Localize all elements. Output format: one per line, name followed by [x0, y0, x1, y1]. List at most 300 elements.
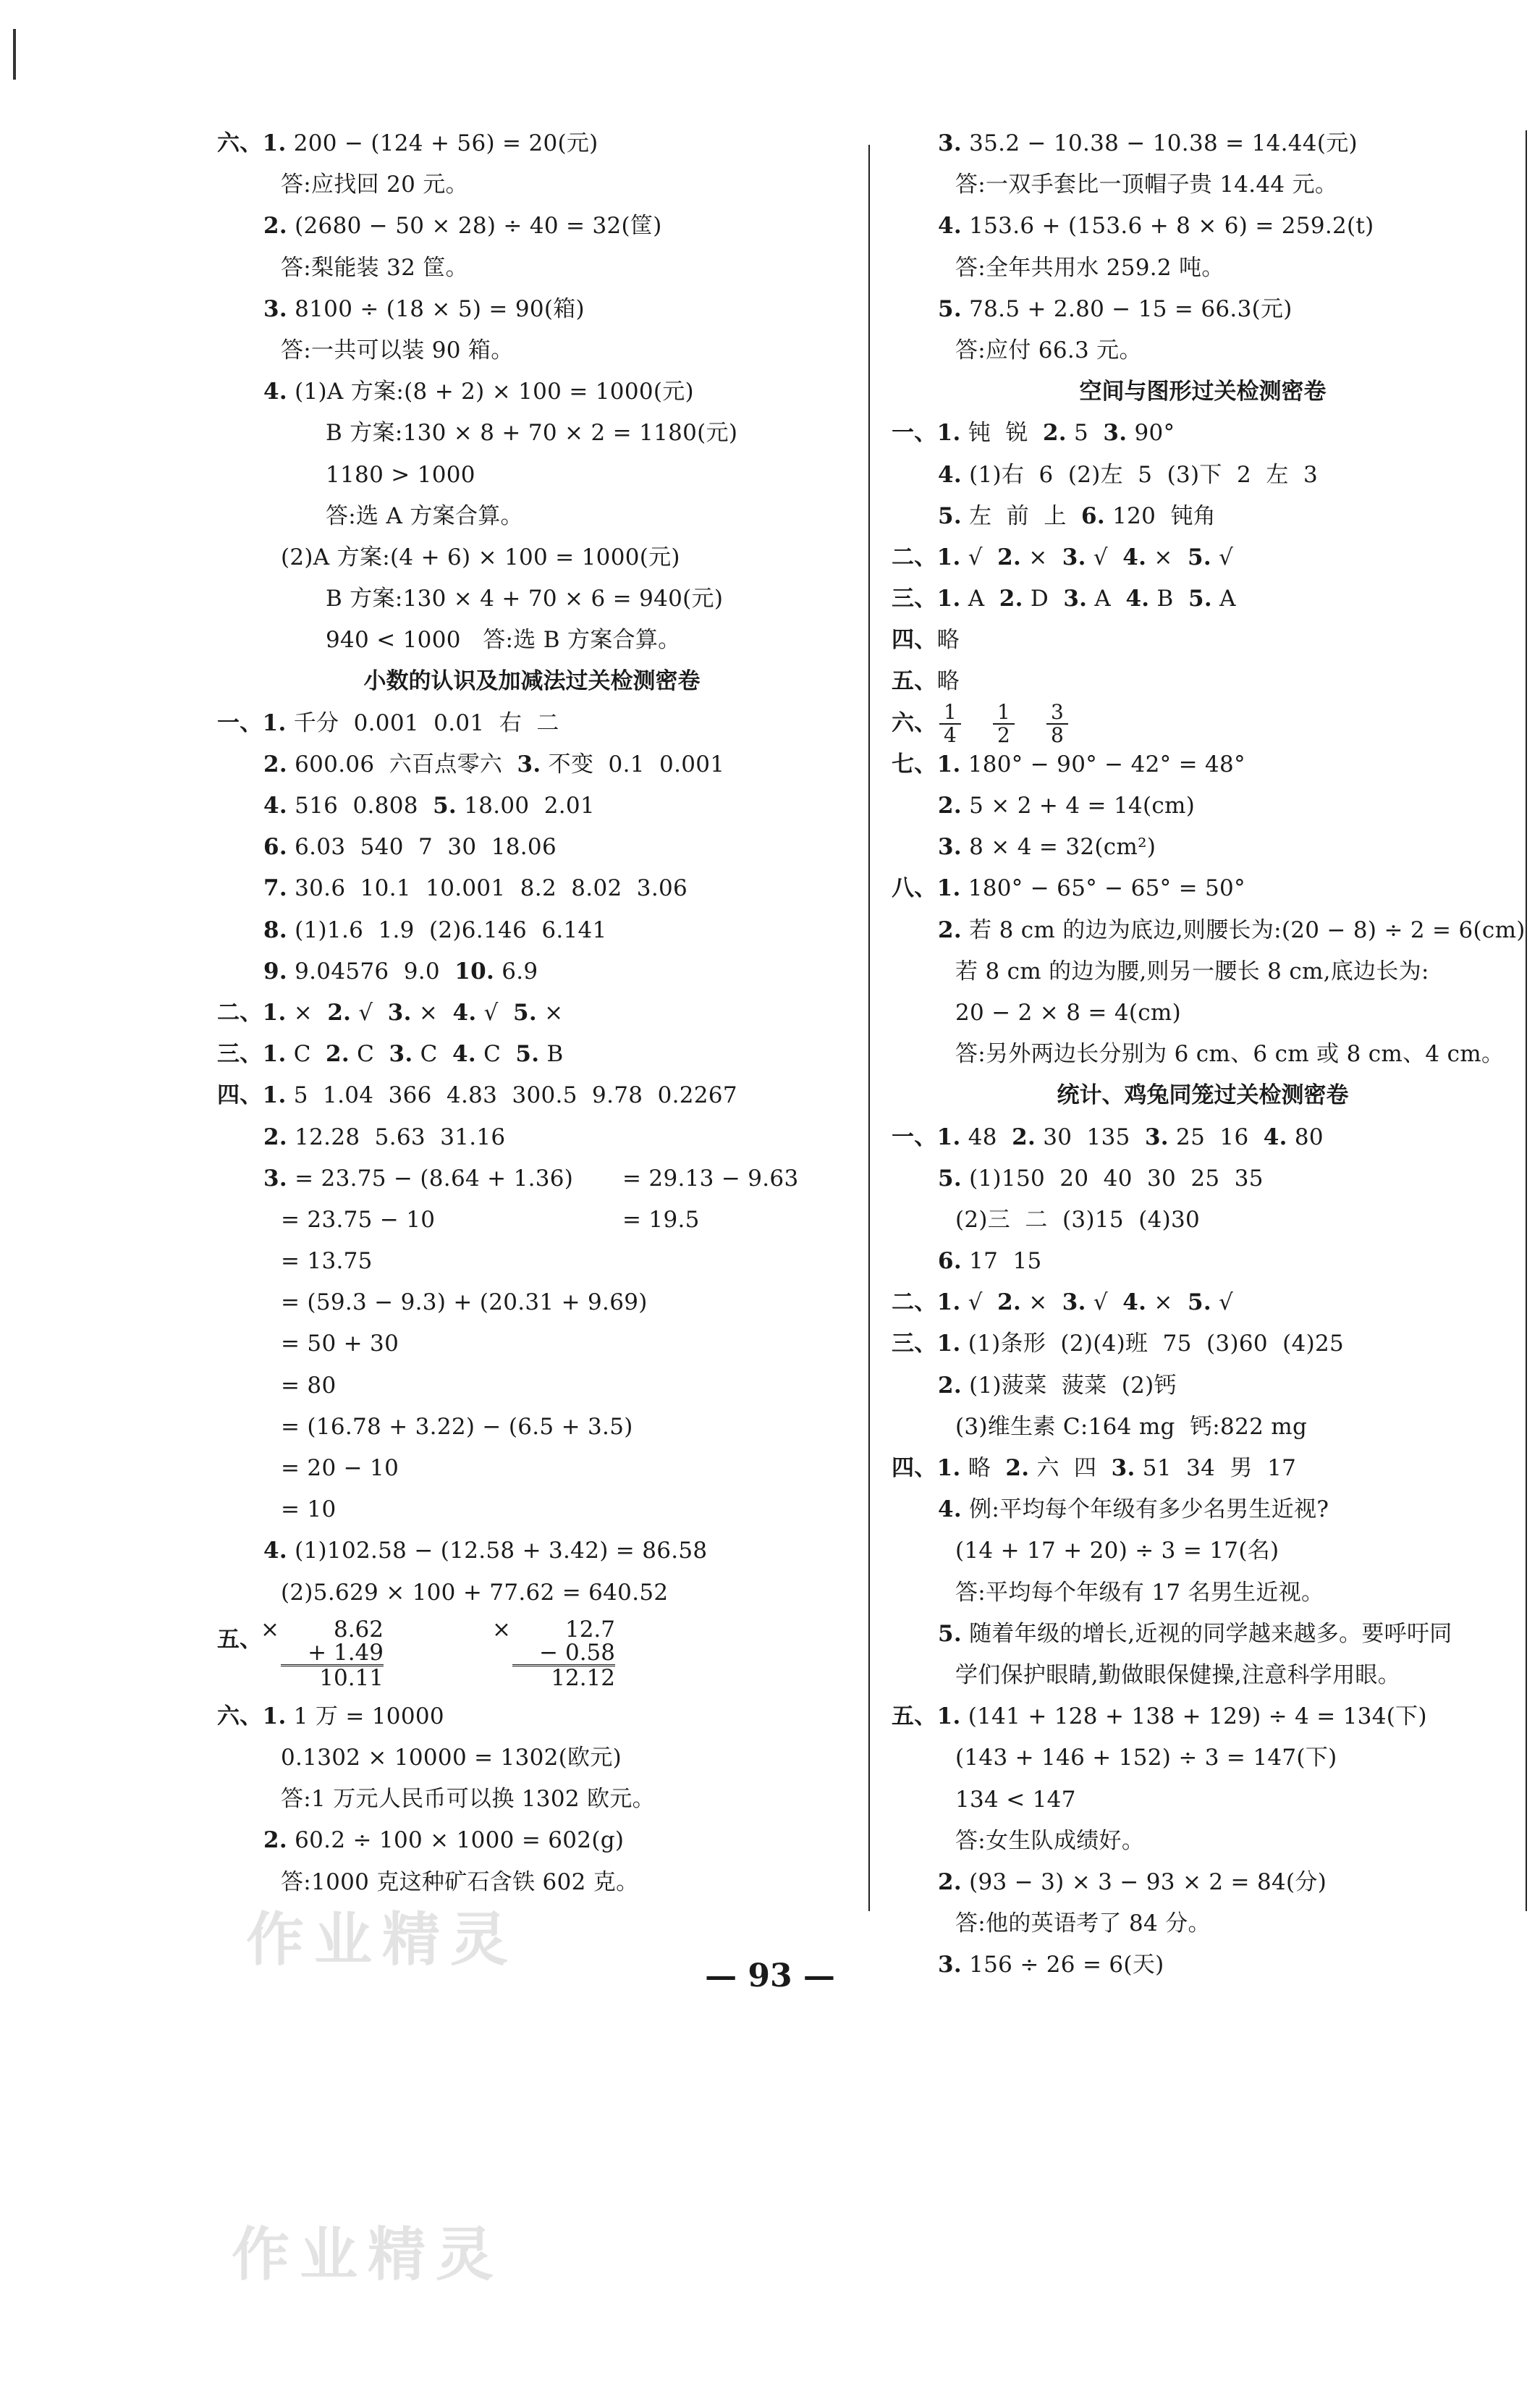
answer-text: D: [1023, 586, 1064, 612]
item-number: 2.: [1005, 1455, 1030, 1481]
item-number: 一、1.: [217, 709, 287, 736]
answer-text: 答:女生队成绩好。: [955, 1827, 1145, 1854]
left-answer-line: [217, 1075, 847, 1116]
left-answer-line: [217, 1489, 847, 1530]
item-number: 2.: [326, 1041, 350, 1068]
right-answer-line: [892, 413, 1514, 454]
item-number: 4.: [263, 1538, 287, 1564]
item-number: 7.: [263, 875, 287, 902]
right-answer-line: [892, 1614, 1514, 1655]
answer-text: 若 8 cm 的边为底边,则腰长为:(20 − 8) ÷ 2 = 6(cm): [961, 916, 1526, 943]
right-answer-line: [892, 206, 1514, 247]
right-answer-line: [892, 330, 1514, 371]
item-number: 3.: [938, 834, 962, 861]
left-answer-line: [217, 1530, 847, 1572]
fraction-denominator: 4: [943, 722, 957, 747]
answer-text: 60.2 ÷ 100 × 1000 = 602(g): [287, 1827, 625, 1854]
answer-text: A: [960, 586, 999, 612]
left-answer-line: [217, 496, 847, 537]
item-number: 4.: [1125, 586, 1150, 612]
answer-text: C: [350, 1041, 389, 1068]
item-number: 4.: [1263, 1124, 1287, 1150]
answer-text: = 23.75 − (8.64 + 1.36): [287, 1165, 574, 1192]
answer-text: (1)102.58 − (12.58 + 3.42) = 86.58: [287, 1538, 708, 1564]
item-number: 4.: [263, 793, 287, 819]
item-number: 4.: [452, 1041, 476, 1068]
right-answer-line: [892, 289, 1514, 330]
answer-text: 17 15: [961, 1248, 1042, 1275]
item-number: 2.: [997, 544, 1022, 570]
answer-text: 200 − (124 + 56) = 20(元): [286, 130, 598, 156]
item-number: 3.: [389, 1041, 413, 1068]
answer-text: 8100 ÷ (18 × 5) = 90(箱): [287, 295, 585, 322]
answer-text: 答:1 万元人民币可以换 1302 欧元。: [281, 1786, 655, 1813]
answer-text: 30.6 10.1 10.001 8.2 8.02 3.06: [287, 875, 688, 902]
item-number: 4.: [938, 213, 962, 240]
item-number: 3.: [1062, 1289, 1086, 1316]
item-number: 二、1.: [217, 999, 287, 1026]
left-answer-line: [217, 827, 847, 868]
answer-text: 答:1000 克这种矿石含铁 602 克。: [281, 1868, 639, 1895]
answer-text: = 50 + 30: [281, 1331, 399, 1357]
fraction: [1046, 701, 1068, 746]
item-number: 3.: [1062, 544, 1086, 570]
answer-text: (1)菠菜 菠菜 (2)钙: [961, 1372, 1177, 1399]
item-number: 5.: [938, 295, 962, 322]
left-answer-line: [217, 951, 847, 992]
item-number: 8.: [263, 916, 287, 943]
item-number: 5.: [1188, 1289, 1211, 1316]
item-number: 2.: [327, 999, 352, 1026]
right-answer-line: [892, 1282, 1514, 1323]
right-border-line: [1526, 130, 1527, 1911]
item-number: 3.: [938, 130, 962, 156]
left-answer-line: [217, 1200, 847, 1241]
right-answer-line: [892, 1158, 1514, 1200]
calc-result: 10.11: [281, 1664, 384, 1690]
item-number: 5.: [515, 1041, 540, 1068]
answer-text: 略: [936, 668, 960, 695]
item-number: 六、1.: [217, 1703, 287, 1729]
right-answer-line: [892, 1034, 1514, 1075]
item-number: 3.: [387, 999, 412, 1026]
item-number: 3.: [263, 295, 287, 322]
answer-text: (143 + 146 + 152) ÷ 3 = 147(下): [955, 1745, 1337, 1771]
item-number: 6.: [1080, 502, 1105, 529]
item-number: 二、1.: [892, 544, 961, 570]
answer-text: 答:梨能装 32 筐。: [281, 254, 468, 281]
answer-text: 5: [1066, 420, 1104, 447]
answer-text: 30 135: [1036, 1124, 1145, 1150]
answer-text: (2)5.629 × 100 + 77.62 = 640.52: [281, 1579, 669, 1606]
answer-text: = (16.78 + 3.22) − (6.5 + 3.5): [281, 1413, 633, 1440]
left-answer-line: [217, 537, 847, 578]
item-number: 3.: [1111, 1455, 1135, 1481]
answer-text: A: [1087, 586, 1126, 612]
answer-text: 答:一共可以装 90 箱。: [281, 337, 514, 363]
item-number: 2.: [999, 586, 1023, 612]
answer-text: 180° − 65° − 65° = 50°: [960, 875, 1245, 902]
left-answer-line: [217, 1820, 847, 1861]
item-number: 3.: [517, 751, 541, 777]
answer-text: ×: [1146, 544, 1188, 570]
answer-text: 156 ÷ 26 = 6(天): [961, 1952, 1164, 1978]
answer-text: (1)1.6 1.9 (2)6.146 6.141: [287, 916, 607, 943]
right-answer-line: [892, 992, 1514, 1034]
item-number: 2.: [997, 1289, 1022, 1316]
item-number: 2.: [938, 1868, 962, 1895]
page-edge-mark: [13, 29, 16, 80]
right-answer-line: [892, 785, 1514, 827]
answer-text: 答:平均每个年级有 17 名男生近视。: [955, 1579, 1324, 1606]
page-number: — 93 —: [705, 1957, 835, 1994]
item-number: 四、1.: [217, 1082, 287, 1109]
answer-text: A: [1211, 586, 1236, 612]
calc-operand: + 1.49: [308, 1639, 384, 1666]
item-label: 五、: [217, 1626, 262, 1653]
fraction: [993, 701, 1015, 746]
answer-text: 6.9: [494, 958, 538, 985]
left-answer-line: [217, 330, 847, 371]
item-number: 6.: [938, 1248, 962, 1275]
answer-text: = 20 − 10: [281, 1455, 399, 1481]
right-answer-line: [892, 1241, 1514, 1282]
answer-text: 1180 > 1000: [326, 461, 475, 488]
answer-text: 答:一双手套比一顶帽子贵 14.44 元。: [955, 172, 1338, 198]
right-answer-line: [892, 1448, 1514, 1489]
answer-text: 答:应找回 20 元。: [281, 172, 468, 198]
answer-text: (14 + 17 + 20) ÷ 3 = 17(名): [955, 1538, 1279, 1564]
item-number: 5.: [938, 502, 962, 529]
answer-text: = 13.75: [281, 1248, 373, 1275]
answer-text: 答:选 A 方案合算。: [326, 502, 523, 529]
item-number: 3.: [1144, 1124, 1169, 1150]
calc-result: 12.12: [512, 1664, 615, 1690]
answer-text: 78.5 + 2.80 − 15 = 66.3(元): [961, 295, 1292, 322]
answer-text: (141 + 128 + 138 + 129) ÷ 4 = 134(下): [960, 1703, 1427, 1730]
answer-text: 134 < 147: [955, 1786, 1076, 1813]
item-number: 2.: [938, 1372, 962, 1399]
calc-operand: 12.7: [564, 1616, 615, 1643]
right-answer-line: [892, 1737, 1514, 1779]
item-number: 五、1.: [892, 1703, 961, 1730]
answer-text: = 23.75 − 10: [281, 1206, 436, 1233]
item-number: 五、: [892, 668, 937, 695]
answer-text: 516 0.808: [287, 793, 433, 819]
answer-text: 8 × 4 = 32(cm²): [961, 834, 1156, 861]
right-answer-line: [892, 1655, 1514, 1696]
answer-text: 略: [936, 627, 960, 654]
fraction-denominator: 2: [997, 722, 1011, 747]
answer-text: ×: [1146, 1289, 1188, 1316]
answer-text: √: [960, 544, 998, 570]
wrong-mark: ×: [492, 1616, 511, 1643]
left-answer-line: [217, 248, 847, 289]
left-answer-line: [217, 164, 847, 206]
left-answer-line: [217, 206, 847, 247]
answer-text: 1 万 = 10000: [286, 1703, 444, 1729]
left-answer-line: [217, 1117, 847, 1158]
item-number: 3.: [1063, 586, 1088, 612]
left-answer-line: [217, 868, 847, 909]
right-answer-line: [892, 1862, 1514, 1903]
answer-text: √: [1211, 544, 1234, 570]
answer-text: 不变 0.1 0.001: [541, 751, 725, 777]
item-number: 二、1.: [892, 1289, 961, 1316]
answer-text: 学们保护眼睛,勤做眼保健操,注意科学用眼。: [955, 1661, 1401, 1688]
answer-text: 153.6 + (153.6 + 8 × 6) = 259.2(t): [961, 213, 1374, 240]
answer-text: 25 16: [1168, 1124, 1264, 1150]
answer-text: B 方案:130 × 8 + 70 × 2 = 1180(元): [326, 420, 738, 447]
right-answer-line: [892, 1779, 1514, 1821]
answer-text: 120 钝角: [1104, 502, 1217, 529]
right-answer-line: [892, 1944, 1514, 1986]
answer-text: 12.28 5.63 31.16: [287, 1124, 506, 1150]
right-column: [892, 123, 1526, 1986]
answer-text: (1)右 6 (2)左 5 (3)下 2 左 3: [961, 461, 1319, 488]
item-number: 4.: [452, 999, 477, 1026]
answer-text: = 80: [281, 1372, 337, 1399]
answer-text: 48: [960, 1124, 1012, 1150]
answer-text: 略: [960, 1455, 1006, 1481]
answer-text: (2)三 二 (3)15 (4)30: [955, 1206, 1201, 1233]
item-number: 3.: [1103, 420, 1128, 447]
item-number: 八、1.: [892, 875, 961, 902]
answer-text: (2680 − 50 × 28) ÷ 40 = 32(筐): [287, 213, 662, 240]
item-number: 2.: [938, 916, 962, 943]
item-number: 六、1.: [217, 130, 287, 156]
answer-text: 若 8 cm 的边为腰,则另一腰长 8 cm,底边长为:: [955, 958, 1429, 985]
item-number: 2.: [263, 751, 287, 777]
answer-text: 例:平均每个年级有多少名男生近视?: [961, 1496, 1329, 1523]
item-number: 一、1.: [892, 1124, 961, 1150]
answer-text: ×: [411, 999, 453, 1026]
answer-text: √: [476, 999, 513, 1026]
answer-text: 20 − 2 × 8 = 4(cm): [955, 999, 1182, 1026]
answer-text: 千分 0.001 0.01 右 二: [286, 709, 559, 736]
answer-text: (2)A 方案:(4 + 6) × 100 = 1000(元): [281, 544, 680, 570]
answer-text: C: [475, 1041, 516, 1068]
section-heading: 小数的认识及加减法过关检测密卷: [363, 668, 701, 695]
answer-text: B 方案:130 × 4 + 70 × 6 = 940(元): [326, 586, 724, 612]
right-answer-line: [892, 699, 1514, 747]
answer-text: 六 四: [1029, 1455, 1112, 1481]
right-answer-line: [892, 868, 1514, 909]
right-answer-line: [892, 123, 1514, 164]
column-divider: [868, 145, 870, 1911]
answer-text: B: [1149, 586, 1188, 612]
item-number: 三、1.: [892, 1331, 961, 1357]
item-number: 4.: [938, 461, 962, 488]
left-answer-line: [217, 1448, 847, 1489]
right-answer-line: [892, 248, 1514, 289]
right-answer-line: [892, 537, 1514, 578]
item-number: 一、1.: [892, 420, 961, 447]
right-answer-line: [892, 661, 1514, 702]
answer-text: ×: [286, 999, 328, 1026]
answer-text: 940 < 1000 答:选 B 方案合算。: [326, 627, 681, 654]
section-heading: 空间与图形过关检测密卷: [1079, 379, 1327, 405]
fraction-denominator: 8: [1050, 722, 1065, 747]
answer-text: = (59.3 − 9.3) + (20.31 + 9.69): [281, 1289, 648, 1316]
item-number: 3.: [263, 1165, 287, 1192]
fraction: [939, 701, 961, 746]
answer-text: 5 1.04 366 4.83 300.5 9.78 0.2267: [286, 1082, 737, 1109]
left-answer-line: [217, 413, 847, 454]
answer-text: 随着年级的增长,近视的同学越来越多。要呼吁同: [961, 1620, 1452, 1647]
answer-text: 6.03 540 7 30 18.06: [287, 834, 557, 861]
section-heading: 统计、鸡兔同笼过关检测密卷: [1057, 1082, 1349, 1109]
answer-text: 左 前 上: [961, 502, 1081, 529]
item-number: 5.: [1188, 544, 1211, 570]
fraction-numerator: 3: [1046, 701, 1068, 725]
left-answer-line: [217, 1323, 847, 1365]
answer-text: ×: [1021, 1289, 1062, 1316]
answer-text: (1)条形 (2)(4)班 75 (3)60 (4)25: [960, 1331, 1345, 1357]
left-answer-line: [217, 992, 847, 1034]
right-answer-line: [892, 1821, 1514, 1862]
answer-text: (3)维生素 C:164 mg 钙:822 mg: [955, 1413, 1308, 1440]
left-column: [217, 123, 847, 1903]
left-answer-line: [217, 1407, 847, 1448]
answer-text: ×: [1021, 544, 1062, 570]
item-number: 5.: [938, 1165, 962, 1192]
answer-text: 51 34 男 17: [1135, 1455, 1297, 1481]
left-answer-line: [217, 1572, 847, 1614]
right-answer-line: [892, 1903, 1514, 1944]
item-number: 9.: [263, 958, 287, 985]
item-number: 5.: [1188, 586, 1212, 612]
answer-text: 180° − 90° − 42° = 48°: [960, 751, 1245, 777]
answer-text: (93 − 3) × 3 − 93 × 2 = 84(分): [961, 1868, 1327, 1895]
left-answer-line: [217, 578, 847, 620]
left-answer-line: [217, 1779, 847, 1820]
right-answer-line: [892, 1117, 1514, 1158]
item-number: 四、: [892, 627, 937, 654]
right-answer-line: [892, 1323, 1514, 1365]
left-answer-line: [217, 1365, 847, 1407]
item-number: 6.: [263, 834, 287, 861]
right-answer-line: [892, 164, 1514, 206]
answer-text: 钝 锐: [960, 420, 1043, 447]
calc-operand: 8.62: [333, 1616, 384, 1643]
answer-text: 80: [1287, 1124, 1324, 1150]
item-number: 2.: [263, 1124, 287, 1150]
answer-text: √: [1211, 1289, 1234, 1316]
answer-text-second-column: = 19.5: [622, 1206, 700, 1233]
item-number: 三、1.: [892, 586, 961, 612]
left-answer-line: [217, 1737, 847, 1779]
item-number: 2.: [1012, 1124, 1036, 1150]
item-number: 5.: [433, 793, 457, 819]
column-calc: [507, 1618, 615, 1690]
left-answer-line: [217, 371, 847, 413]
calc-operand: − 0.58: [539, 1639, 615, 1666]
answer-text: √: [351, 999, 388, 1026]
right-answer-line: [892, 827, 1514, 868]
left-answer-line: [217, 289, 847, 330]
answer-text: B: [539, 1041, 564, 1068]
answer-text: 答:应付 66.3 元。: [955, 337, 1142, 363]
item-number: 2.: [938, 793, 962, 819]
right-answer-line: [892, 1407, 1514, 1448]
left-answer-line: [217, 910, 847, 951]
answer-text: 0.1302 × 10000 = 1302(欧元): [281, 1744, 622, 1771]
answer-text: = 10: [281, 1496, 337, 1523]
item-number: 四、1.: [892, 1455, 961, 1481]
answer-text: (1)150 20 40 30 25 35: [961, 1165, 1264, 1192]
answer-text: C: [286, 1041, 326, 1068]
vertical-calculation: [217, 1614, 847, 1696]
item-number: 3.: [938, 1952, 962, 1978]
left-answer-line: [217, 123, 847, 164]
item-number: 5.: [513, 999, 537, 1026]
answer-text: 答:他的英语考了 84 分。: [955, 1910, 1211, 1937]
left-answer-line: [217, 1034, 847, 1075]
right-answer-line: [892, 1200, 1514, 1241]
watermark: 作业精灵: [232, 2221, 504, 2288]
item-number: 4.: [938, 1496, 962, 1523]
answer-text: 90°: [1127, 420, 1175, 447]
right-answer-line: [892, 1365, 1514, 1407]
item-number: 4.: [1122, 544, 1147, 570]
item-number: 2.: [1042, 420, 1067, 447]
item-number: 三、1.: [217, 1041, 287, 1068]
wrong-mark: ×: [261, 1616, 279, 1643]
right-answer-line: [892, 1696, 1514, 1737]
right-answer-line: [892, 910, 1526, 951]
answer-text: √: [960, 1289, 998, 1316]
answer-text: 600.06 六百点零六: [287, 751, 517, 777]
watermark: 作业精灵: [246, 1906, 518, 1973]
item-number: 4.: [263, 379, 287, 405]
column-calc: [275, 1618, 384, 1690]
right-answer-line: [892, 496, 1514, 537]
right-answer-line: [892, 1572, 1514, 1614]
answer-text: ×: [536, 999, 564, 1026]
item-number: 2.: [263, 213, 287, 240]
answer-text: C: [412, 1041, 452, 1068]
fraction-numerator: 1: [993, 701, 1015, 725]
answer-text: √: [1086, 1289, 1123, 1316]
item-number: 10.: [454, 958, 495, 985]
left-answer-line: [217, 620, 847, 661]
left-answer-line: [217, 744, 847, 785]
left-answer-line: [217, 785, 847, 827]
item-number: 5.: [938, 1620, 962, 1647]
answer-text: √: [1086, 544, 1123, 570]
left-answer-line: [217, 1696, 847, 1737]
answer-text: 5 × 2 + 4 = 14(cm): [961, 793, 1196, 819]
right-answer-line: [892, 1530, 1514, 1572]
left-answer-line: [217, 455, 847, 496]
answer-text: 答:全年共用水 259.2 吨。: [955, 254, 1224, 281]
answer-text: 35.2 − 10.38 − 10.38 = 14.44(元): [961, 130, 1358, 156]
left-answer-line: [217, 1241, 847, 1282]
item-number: 4.: [1122, 1289, 1147, 1316]
right-answer-line: [892, 1489, 1514, 1530]
right-answer-line: [892, 744, 1514, 785]
item-number: 2.: [263, 1827, 287, 1854]
fraction-numerator: 1: [939, 701, 961, 725]
right-answer-line: [892, 578, 1514, 620]
answer-text: (1)A 方案:(8 + 2) × 100 = 1000(元): [287, 379, 694, 405]
item-number: 六、: [892, 709, 937, 736]
left-answer-line: [217, 1158, 847, 1200]
right-answer-line: [892, 951, 1514, 992]
item-number: 七、1.: [892, 751, 961, 777]
right-answer-line: [892, 620, 1514, 661]
